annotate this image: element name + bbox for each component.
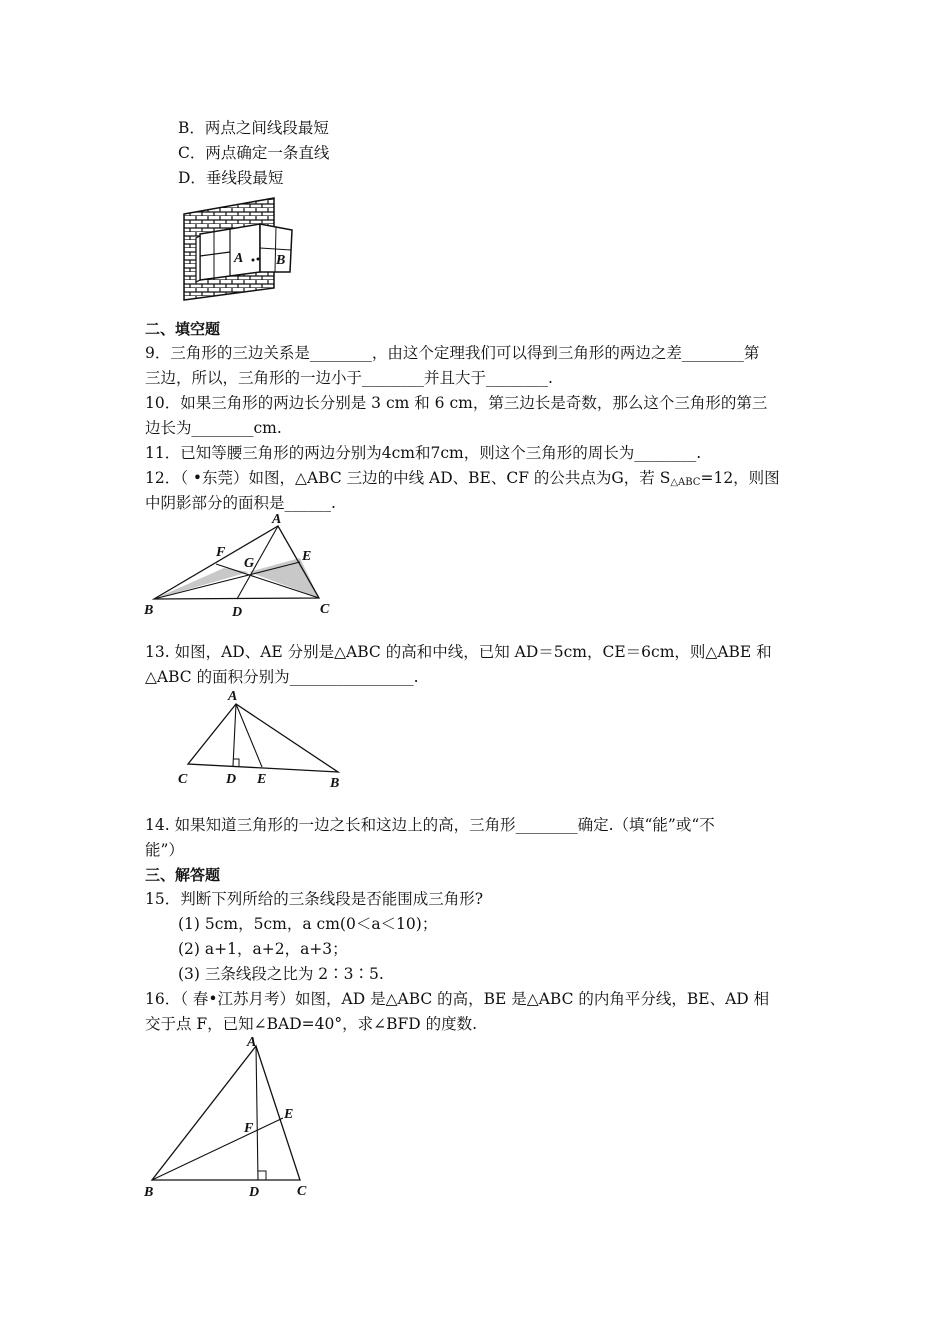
q15-stem: 15．判断下列所给的三条线段是否能围成三角形? [145,890,484,908]
q11: 11．已知等腰三角形的两边分别为4cm和7cm，则这个三角形的周长为________. [145,444,702,462]
fig-window-label-b: B [276,253,286,268]
q13-line2: △ABC 的面积分别为________________. [145,668,419,686]
q13-line1: 13. 如图，AD、AE 分别是△ABC 的高和中线，已知 AD＝5cm，CE＝6cm，则△ABE 和 [145,643,772,661]
q15-item-1: (1) 5cm，5cm，a cm(0＜a＜10)； [178,915,438,933]
q10-line1: 10．如果三角形的两边长分别是 3 cm 和 6 cm，第三边长是奇数，那么这个三角形的第三 [145,394,768,412]
fig13-label-a: A [228,689,238,704]
fig16-triangle [140,1034,330,1204]
q10-line2: 边长为________cm. [145,419,282,437]
fig12-triangle [140,510,340,622]
fig12-label-b: B [144,603,154,618]
section-3-heading: 三、解答题 [145,866,221,884]
fig13-label-d: D [226,772,237,787]
q14-line2: 能”） [145,841,184,859]
fig16-label-b: B [144,1185,154,1200]
q9-line2: 三边，所以，三角形的一边小于________并且大于________. [145,369,553,387]
fig12-label-f: F [216,545,226,560]
fig12-label-e: E [302,549,312,564]
fig13-label-e: E [257,772,267,787]
q14-line1: 14. 如果知道三角形的一边之长和这边上的高，三角形________确定.（填“能”或“不 [145,816,715,834]
q16-line1: 16．（ 春•江苏月考）如图，AD 是△ABC 的高，BE 是△ABC 的内角平分线，BE、AD 相 [145,990,770,1008]
fig-window-label-a: A [234,251,244,266]
fig13-label-b: B [330,776,340,791]
option-b: B．两点之间线段最短 [178,119,329,137]
q12-line2: 中阴影部分的面积是______. [145,494,336,512]
q16-line2: 交于点 F，已知∠BAD=40°，求∠BFD 的度数. [145,1015,478,1033]
fig13-triangle [170,686,360,792]
q9-line1: 9．三角形的三边关系是________，由这个定理我们可以得到三角形的两边之差________第 [145,344,760,362]
q15-item-3: (3) 三条线段之比为 2∶3∶5. [178,965,384,983]
fig16-label-e: E [284,1107,294,1122]
fig12-label-c: C [320,602,330,617]
fig12-label-a: A [272,512,282,527]
window-wall-figure [178,192,296,304]
fig13-label-c: C [178,772,188,787]
q15-item-2: (2) a+1，a+2，a+3； [178,940,348,958]
option-c: C．两点确定一条直线 [178,144,330,162]
section-2-heading: 二、填空题 [145,320,221,338]
fig16-label-d: D [249,1185,260,1200]
fig12-label-g: G [244,556,255,571]
fig16-label-a: A [247,1035,257,1050]
q12-line1: 12．（ •东莞）如图，△ABC 三边的中线 AD、BE、CF 的公共点为G，若 $S_{\triangle ABC}=12$，则图 [145,469,780,488]
option-d: D．垂线段最短 [178,169,284,187]
fig12-label-d: D [232,605,243,620]
fig16-label-c: C [297,1184,307,1199]
fig16-label-f: F [244,1121,254,1136]
